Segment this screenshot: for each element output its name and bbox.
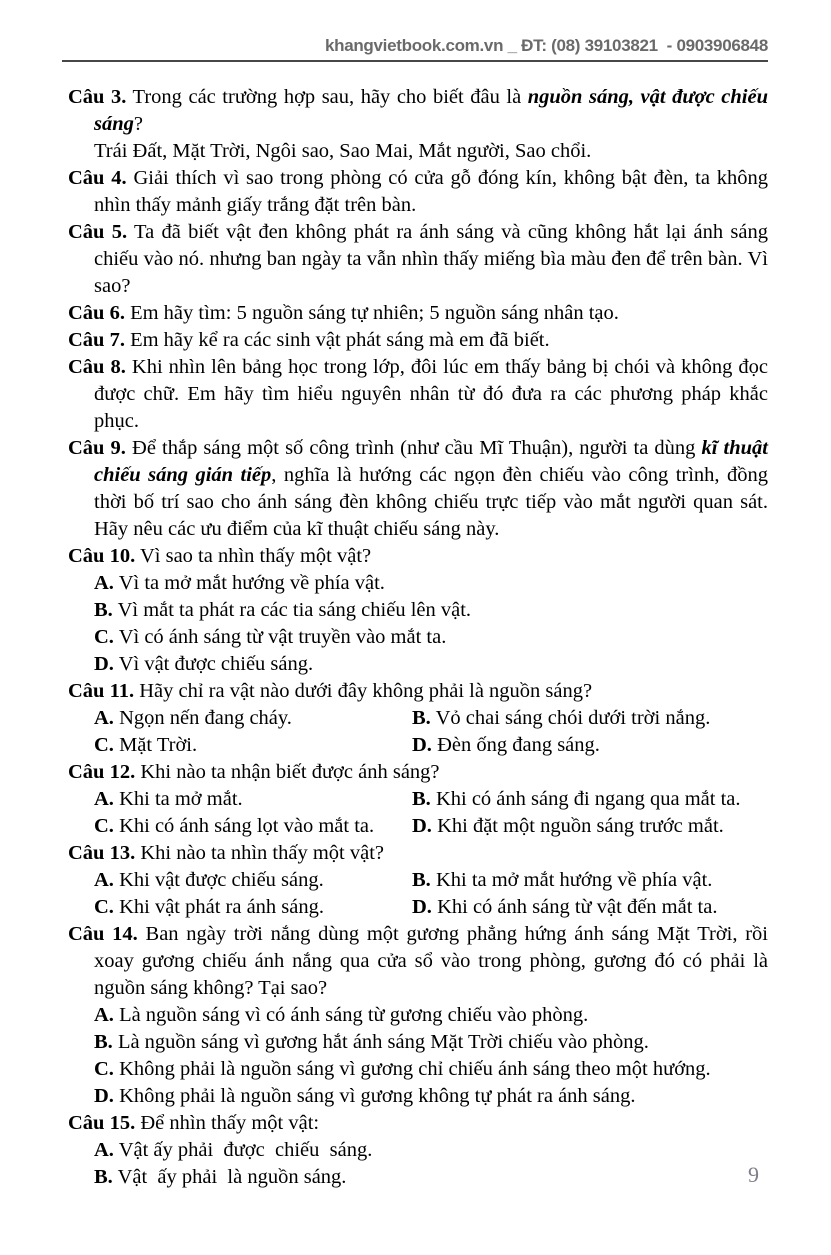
question-text — [68, 300, 768, 327]
answer-option — [94, 813, 412, 840]
option-letter: A. — [94, 1139, 114, 1161]
option-text: Không phải là nguồn sáng vì gương không tự phát ra ánh sáng. — [113, 1085, 636, 1107]
option-letter: D. — [94, 1085, 114, 1107]
body-text: Vì sao ta nhìn thấy một vật? — [139, 545, 372, 567]
answer-option — [412, 705, 768, 732]
option-letter: C. — [94, 626, 114, 648]
option-text: Vì ta mở mắt hướng về phía vật. — [113, 572, 385, 594]
body-text: Giải thích vì sao trong phòng có cửa gỗ đóng kín, không bật đèn, ta không nhìn thấy mảnh giấy trắng đặt trên bàn. — [94, 167, 768, 216]
option-text: Khi có ánh sáng lọt vào mắt ta. — [113, 815, 375, 837]
question-number: Câu 8. — [68, 356, 126, 378]
question — [68, 543, 768, 678]
option-letter: C. — [94, 734, 114, 756]
question-text — [68, 219, 768, 300]
answer-option — [94, 1056, 768, 1083]
option-text: Khi vật phát ra ánh sáng. — [113, 896, 325, 918]
option-letter: A. — [94, 1004, 114, 1026]
answer-option — [94, 1164, 768, 1191]
question-text — [68, 678, 768, 705]
option-text: Đèn ống đang sáng. — [431, 734, 600, 756]
body-text: ? — [133, 113, 143, 135]
question — [68, 840, 768, 921]
option-text: Vì có ánh sáng từ vật truyền vào mắt ta. — [113, 626, 447, 648]
question-number: Câu 7. — [68, 329, 125, 351]
question-number: Câu 4. — [68, 167, 127, 189]
question-text — [68, 1110, 768, 1137]
question — [68, 759, 768, 840]
question — [68, 300, 768, 327]
question-text — [68, 327, 768, 354]
question-text — [68, 165, 768, 219]
answer-option — [94, 786, 412, 813]
answer-option — [94, 705, 412, 732]
option-text: Là nguồn sáng vì có ánh sáng từ gương chiếu vào phòng. — [113, 1004, 589, 1026]
question-text — [68, 84, 768, 138]
option-text: Khi có ánh sáng từ vật đến mắt ta. — [431, 896, 718, 918]
option-letter: D. — [412, 815, 432, 837]
question-text — [68, 759, 768, 786]
question — [68, 354, 768, 435]
question — [68, 1110, 768, 1191]
body-text: Hãy chỉ ra vật nào dưới đây không phải là nguồn sáng? — [139, 680, 593, 702]
option-letter: B. — [412, 869, 431, 891]
option-text: Khi ta mở mắt hướng về phía vật. — [430, 869, 713, 891]
answer-option — [94, 1002, 768, 1029]
body-text: Khi nào ta nhận biết được ánh sáng? — [140, 761, 440, 783]
option-letter: D. — [94, 653, 114, 675]
option-text: Vật ấy phải được chiếu sáng. — [113, 1139, 373, 1161]
question-number: Câu 14. — [68, 923, 138, 945]
question — [68, 327, 768, 354]
question-text — [68, 435, 768, 543]
question-number: Câu 9. — [68, 437, 126, 459]
option-letter: B. — [412, 788, 431, 810]
question-text — [68, 354, 768, 435]
page-header-contact: khangvietbook.com.vn _ ĐT: (08) 39103821 - 0903906848 — [324, 36, 768, 55]
body-text: Em hãy tìm: 5 nguồn sáng tự nhiên; 5 nguồn sáng nhân tạo. — [130, 302, 619, 324]
question-text — [68, 543, 768, 570]
option-text: Vì mắt ta phát ra các tia sáng chiếu lên vật. — [112, 599, 472, 621]
question-subline: Trái Đất, Mặt Trời, Ngôi sao, Sao Mai, Mắt người, Sao chổi. — [94, 140, 592, 162]
body-text: Để thắp sáng một số công trình (như cầu Mĩ Thuận), người ta dùng — [132, 437, 702, 459]
option-text: Ngọn nến đang cháy. — [113, 707, 292, 729]
option-letter: B. — [94, 1166, 113, 1188]
answer-options — [68, 867, 768, 921]
answer-options — [68, 786, 768, 840]
body-text: , nghĩa là hướng các ngọn đèn chiếu vào công trình, đồng thời bố trí sao cho ánh sáng đèn không chiếu trực tiếp vào mắt người quan sát. Hãy nêu các ưu điểm của kĩ thuật chiếu sáng này. — [94, 464, 768, 540]
question — [68, 219, 768, 300]
option-letter: A. — [94, 869, 114, 891]
option-text: Không phải là nguồn sáng vì gương chỉ chiếu ánh sáng theo một hướng. — [113, 1058, 711, 1080]
question-text — [68, 921, 768, 1002]
emphasis-text: kĩ thuật chiếu sáng gián tiếp — [94, 437, 768, 486]
body-text: Khi nào ta nhìn thấy một vật? — [140, 842, 385, 864]
question — [68, 435, 768, 543]
header-rule — [62, 60, 768, 62]
option-text: Là nguồn sáng vì gương hắt ánh sáng Mặt Trời chiếu vào phòng. — [112, 1031, 649, 1053]
body-text: Để nhìn thấy một vật: — [140, 1112, 320, 1134]
answer-option — [94, 1137, 768, 1164]
answer-options — [68, 1002, 768, 1110]
option-text: Khi vật được chiếu sáng. — [113, 869, 324, 891]
answer-options — [68, 705, 768, 759]
answer-option — [94, 651, 768, 678]
option-text: Khi ta mở mắt. — [113, 788, 243, 810]
answer-options — [68, 570, 768, 678]
question-number: Câu 15. — [68, 1112, 136, 1134]
body-text: Khi nhìn lên bảng học trong lớp, đôi lúc em thấy bảng bị chói và không đọc được chữ. Em hãy tìm hiểu nguyên nhân từ đó đưa ra các phương pháp khắc phục. — [94, 356, 768, 432]
question-list — [68, 84, 768, 1191]
option-letter: C. — [94, 1058, 114, 1080]
option-letter: C. — [94, 896, 114, 918]
answer-option — [94, 1083, 768, 1110]
option-text: Khi có ánh sáng đi ngang qua mắt ta. — [430, 788, 741, 810]
question-number: Câu 12. — [68, 761, 136, 783]
option-text: Mặt Trời. — [113, 734, 198, 756]
answer-option — [94, 597, 768, 624]
body-text: Ban ngày trời nắng dùng một gương phẳng hứng ánh sáng Mặt Trời, rồi xoay gương chiếu ánh nắng qua cửa sổ vào trong phòng, gương đó có phải là nguồn sáng không? Tại sao? — [94, 923, 768, 999]
body-text: Trong các trường hợp sau, hãy cho biết đâu là — [132, 86, 528, 108]
option-letter: D. — [412, 734, 432, 756]
answer-options — [68, 1137, 768, 1191]
question-number: Câu 5. — [68, 221, 128, 243]
answer-option — [412, 813, 768, 840]
answer-option — [94, 1029, 768, 1056]
option-letter: A. — [94, 788, 114, 810]
question-number: Câu 6. — [68, 302, 125, 324]
question-number: Câu 13. — [68, 842, 136, 864]
option-letter: B. — [412, 707, 431, 729]
option-letter: A. — [94, 572, 114, 594]
body-text: Ta đã biết vật đen không phát ra ánh sáng và cũng không hắt lại ánh sáng chiếu vào nó. nhưng ban ngày ta vẫn nhìn thấy miếng bìa màu đen để trên bàn. Vì sao? — [94, 221, 768, 297]
answer-option — [412, 894, 768, 921]
question — [68, 165, 768, 219]
option-letter: B. — [94, 599, 113, 621]
question-number: Câu 3. — [68, 86, 127, 108]
option-text: Vì vật được chiếu sáng. — [113, 653, 314, 675]
body-text: Em hãy kể ra các sinh vật phát sáng mà em đã biết. — [130, 329, 550, 351]
answer-option — [412, 786, 768, 813]
answer-option — [94, 867, 412, 894]
question — [68, 678, 768, 759]
option-text: Vật ấy phải là nguồn sáng. — [112, 1166, 347, 1188]
question-number: Câu 11. — [68, 680, 135, 702]
answer-option — [94, 570, 768, 597]
emphasis-text: nguồn sáng, vật được chiếu sáng — [94, 86, 768, 135]
option-text: Khi đặt một nguồn sáng trước mắt. — [431, 815, 724, 837]
question — [68, 84, 768, 165]
answer-option — [94, 732, 412, 759]
option-letter: B. — [94, 1031, 113, 1053]
answer-option — [94, 894, 412, 921]
option-letter: C. — [94, 815, 114, 837]
answer-option — [412, 867, 768, 894]
question — [68, 921, 768, 1110]
page-number: 9 — [748, 1162, 759, 1187]
answer-option — [412, 732, 768, 759]
answer-option — [94, 624, 768, 651]
option-text: Vỏ chai sáng chói dưới trời nắng. — [430, 707, 711, 729]
question-text — [68, 840, 768, 867]
option-letter: D. — [412, 896, 432, 918]
option-letter: A. — [94, 707, 114, 729]
question-number: Câu 10. — [68, 545, 136, 567]
